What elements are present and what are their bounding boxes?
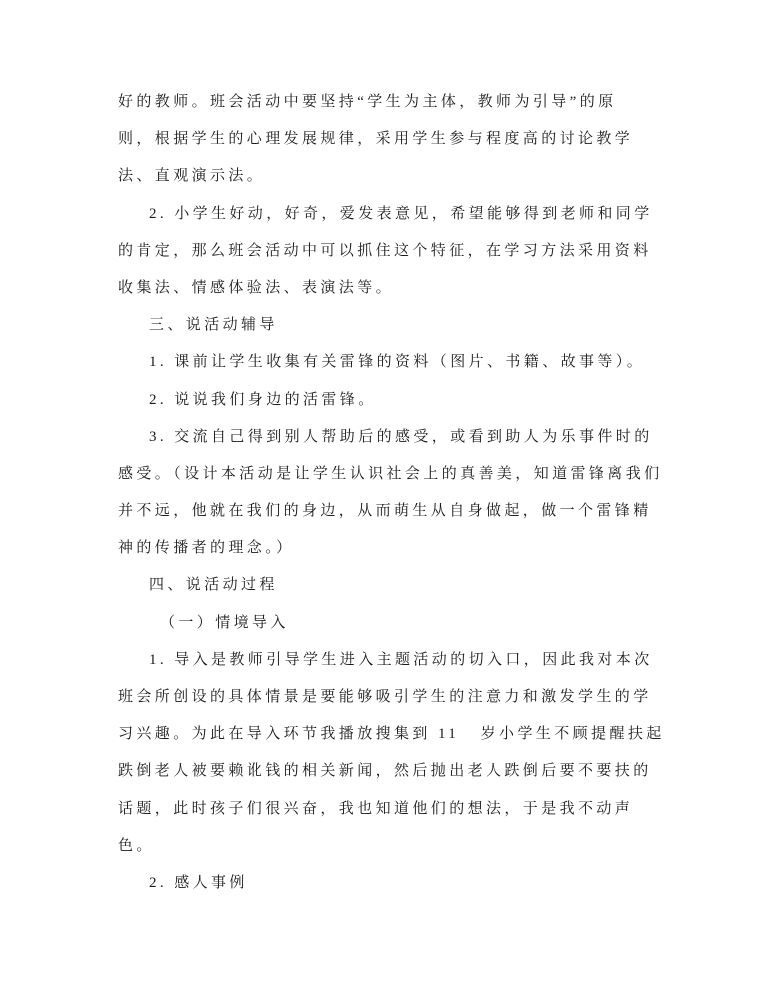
text-line: 色。 — [118, 837, 155, 854]
text-line: 好的教师。班会活动中要坚持“学生为主体，教师为引导”的原 — [118, 94, 617, 110]
text-line: 并不远，他就在我们的身边，从而萌生从自身做起，做一个雷锋精 — [118, 503, 652, 520]
text-line: 收集法、情感体验法、表演法等。 — [118, 279, 395, 296]
text-line: 2. 小学生好动，好奇，爱发表意见，希望能够得到老师和同学 — [149, 205, 653, 222]
text-line: 1. 课前让学生收集有关雷锋的资料（图片、书籍、故事等）。 — [149, 354, 646, 371]
section-heading: 三、说活动辅导 — [149, 317, 278, 334]
text-line: 1. 导入是教师引导学生进入主题活动的切入口，因此我对本次 — [149, 651, 653, 668]
text-line: 神的传播者的理念。） — [118, 540, 295, 557]
section-heading: 四、说活动过程 — [149, 577, 278, 594]
text-line: 跌倒老人被要赖讹钱的相关新闻，然后抛出老人跌倒后要不要扶的 — [118, 763, 652, 780]
text-line: 话题，此时孩子们很兴奋，我也知道他们的想法，于是我不动声 — [118, 800, 634, 817]
text-line: 的肯定，那么班会活动中可以抓住这个特征，在学习方法采用资料 — [118, 242, 652, 259]
text-line: 习兴趣。为此在导入环节我播放搜集到 11 岁小学生不顾提醒扶起 — [118, 726, 665, 743]
subsection-heading: （一）情境导入 — [160, 614, 289, 631]
text-line: 法、直观演示法。 — [118, 168, 266, 185]
document-body — [118, 84, 718, 902]
text-line: 3. 交流自己得到别人帮助后的感受，或看到助人为乐事件时的 — [149, 428, 653, 445]
text-line: 感受。（设计本活动是让学生认识社会上的真善美，知道雷锋离我们 — [118, 465, 663, 482]
text-line: 2. 感人事例 — [149, 874, 248, 891]
text-line: 则，根据学生的心理发展规律，采用学生参与程度高的讨论教学 — [118, 131, 634, 148]
text-line: 班会所创设的具体情景是要能够吸引学生的注意力和激发学生的学 — [118, 689, 652, 705]
text-line: 2. 说说我们身边的活雷锋。 — [149, 391, 377, 408]
